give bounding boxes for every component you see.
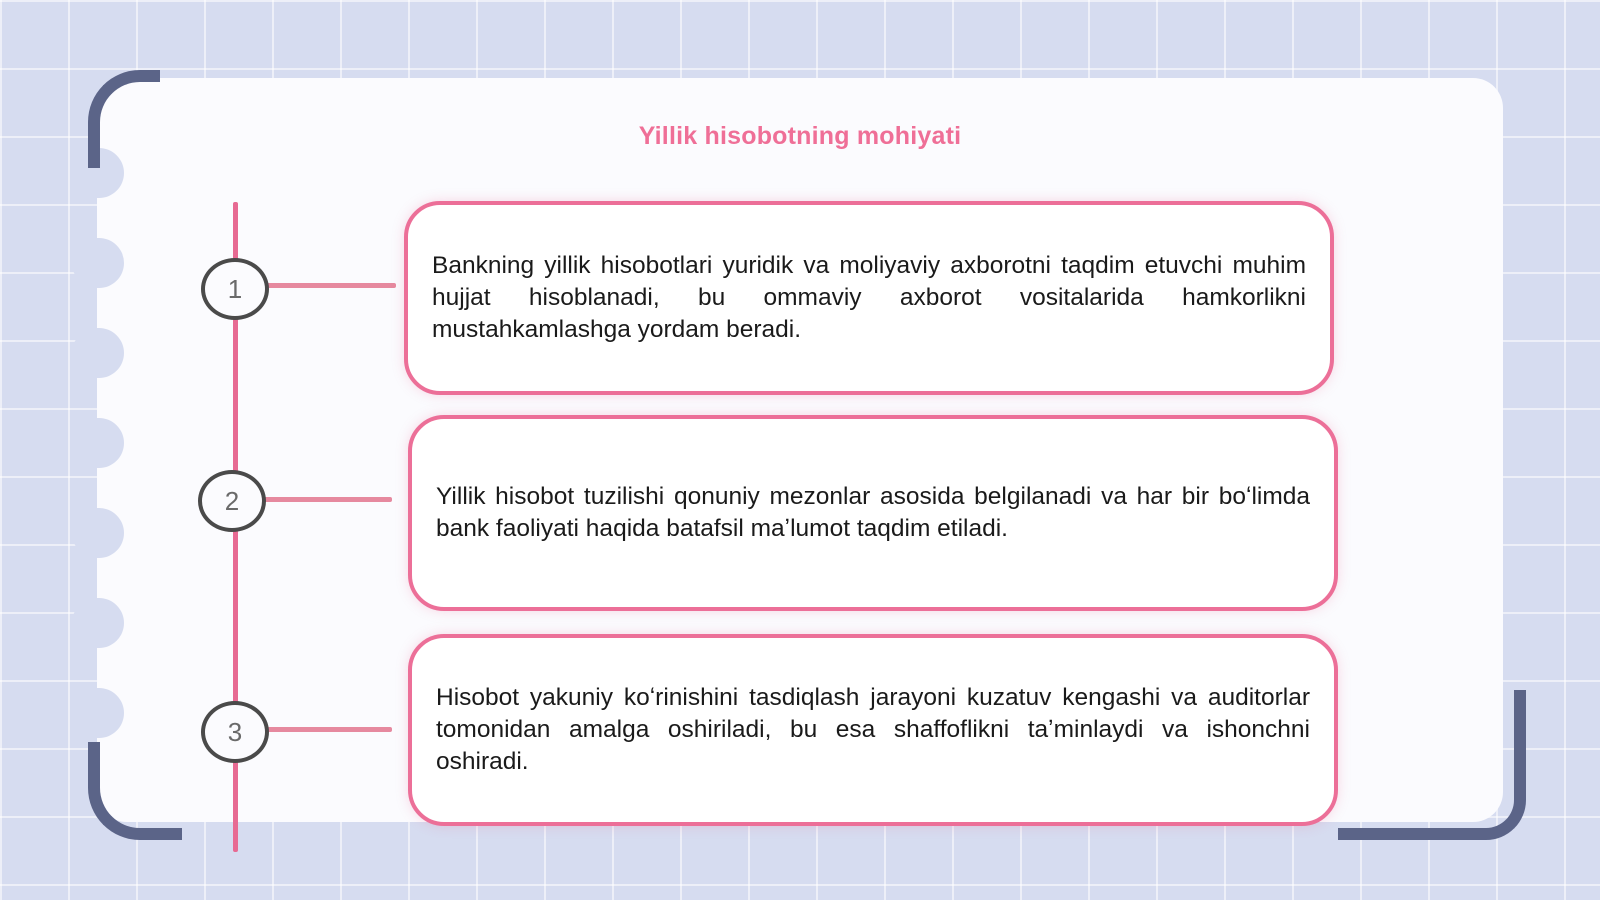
info-card-text: Hisobot yakuniy koʻrinishini tasdiqlash jarayoni kuzatuv kengashi va auditorlar tomonidan amalga oshiriladi, bu esa shaffoflikni taʼminlaydi va ishonchni oshiradi.	[436, 684, 1310, 775]
corner-bracket-top-left	[88, 70, 160, 168]
info-card-text: Bankning yillik hisobotlari yuridik va moliyaviy axborotni taqdim etuvchi muhim hujjat hisoblanadi, bu ommaviy axborot vositalarida hamkorlikni mustahkamlashga yordam beradi.	[432, 252, 1306, 343]
paper-notch	[72, 508, 124, 558]
info-card-1	[404, 201, 1334, 395]
step-number-2: 2	[198, 470, 266, 532]
paper-notch	[72, 598, 124, 648]
slide-title: Yillik hisobotning mohiyati	[638, 122, 962, 150]
paper-notch	[72, 238, 124, 288]
paper-notch	[72, 688, 124, 738]
timeline-connector-2	[262, 497, 392, 502]
paper-notch	[72, 328, 124, 378]
corner-bracket-bottom-right	[1338, 690, 1526, 840]
paper-notch	[72, 418, 124, 468]
info-card-3	[408, 634, 1338, 826]
step-number-1: 1	[201, 258, 269, 320]
timeline-connector-3	[265, 727, 392, 732]
info-card-2	[408, 415, 1338, 611]
step-number-3: 3	[201, 701, 269, 763]
info-card-text: Yillik hisobot tuzilishi qonuniy mezonlar asosida belgilanadi va har bir boʻlimda bank faoliyati haqida batafsil maʼlumot taqdim etiladi.	[436, 483, 1310, 542]
timeline-connector-1	[265, 283, 396, 288]
corner-bracket-bottom-left	[88, 742, 182, 840]
